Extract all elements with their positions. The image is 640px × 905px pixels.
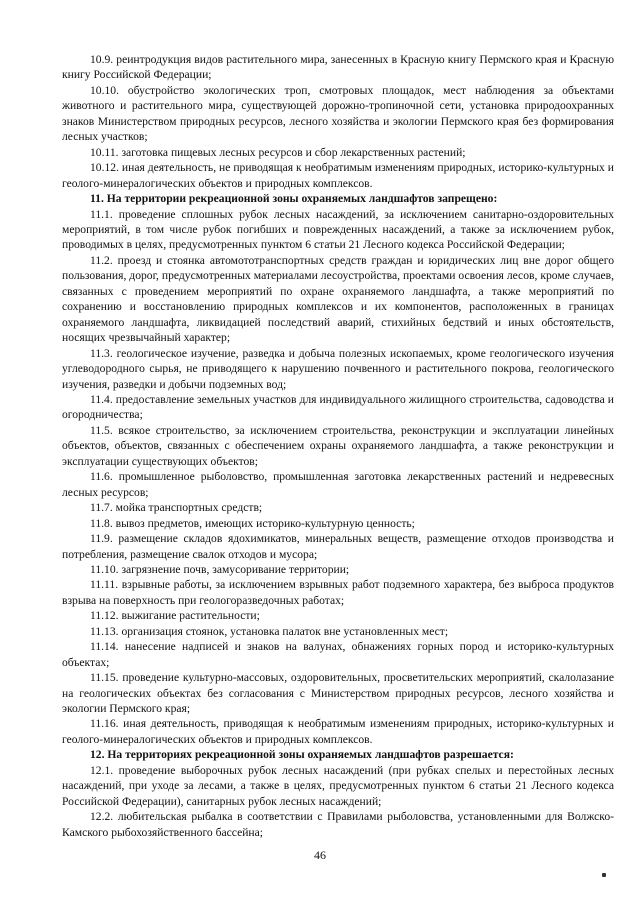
paragraph-10-10: 10.10. обустройство экологических троп, смотровых площадок, мест наблюдения за объектами животного и растительного мира, существующей дорожно-тропиночной сети, установка природоохранных знаков Министерством природных ресурсов, лесного хозяйства и экологии Пермского края без формирования лесных участков;	[62, 83, 614, 144]
paragraph-12-1: 12.1. проведение выборочных рубок лесных насаждений (при рубках спелых и перестойных лесных насаждений, при уходе за лесами, а также в целях, предусмотренных пунктом 6 статьи 21 Лесного кодекса Российской Федерации), санитарных рубок лесных насаждений;	[62, 763, 614, 808]
paragraph-11-10: 11.10. загрязнение почв, замусоривание территории;	[90, 562, 350, 576]
section-heading-11: 11. На территории рекреационной зоны охраняемых ландшафтов запрещено:	[90, 192, 498, 206]
paragraph-11-16: 11.16. иная деятельность, приводящая к необратимым изменениям природных, историко-культурных и геолого-минералогических объектов и природных комплексов.	[62, 717, 614, 746]
paragraph-11-4: 11.4. предоставление земельных участков для индивидуального жилищного строительства, садоводства и огородничества;	[62, 392, 614, 422]
section-heading-12: 12. На территориях рекреационной зоны охраняемых ландшафтов разрешается:	[90, 748, 514, 762]
paragraph-11-8: 11.8. вывоз предметов, имеющих историко-культурную ценность;	[90, 516, 415, 530]
paragraph-11-13: 11.13. организация стоянок, установка палаток вне установленных мест;	[90, 624, 449, 638]
page-number: 46	[314, 848, 326, 862]
paragraph-10-9: 10.9. реинтродукция видов растительного мира, занесенных в Красную книгу Пермского края и Красную книгу Российской Федерации;	[62, 53, 614, 82]
paragraph-12-2: 12.2. любительская рыбалка в соответствии с Правилами рыболовства, установленными для Волжско-Камского рыбохозяйственного бассейна;	[62, 810, 614, 839]
paragraph-11-11: 11.11. взрывные работы, за исключением взрывных работ подземного характера, без выброса продуктов взрыва на поверхность при геологоразведочных работах;	[62, 578, 614, 607]
paragraph-10-11: 10.11. заготовка пищевых лесных ресурсов и сбор лекарственных растений;	[90, 145, 466, 159]
paragraph-11-7: 11.7. мойка транспортных средств;	[90, 501, 263, 515]
paragraph-11-15: 11.15. проведение культурно-массовых, оздоровительных, просветительских мероприятий, скалолазание на геологических объектах без согласования с Министерством природных ресурсов, лесного хозяйства и экологии Пермского края;	[62, 671, 614, 716]
paragraph-11-3: 11.3. геологическое изучение, разведка и добыча полезных ископаемых, кроме геологического изучения углеводородного сырья, не приводящего к нарушению почвенного и растительного покрова, геологического изучения, разведки и добычи подземных вод;	[62, 346, 614, 391]
paragraph-11-9: 11.9. размещение складов ядохимикатов, минеральных веществ, размещение отходов производства и потребления, размещение свалок отходов и мусора;	[62, 532, 614, 561]
paragraph-11-2: 11.2. проезд и стоянка автомототранспортных средств граждан и юридических лиц вне дорог общего пользования, дорог, предусмотренных материалами лесоустройства, проектами освоения лесов, кроме случаев, связанных с проведением мероприятий по охране охраняемого ландшафта, а также мероприятий по сохранению и восстановлению природных комплексов и их компонентов, расположенных в границах охраняемого ландшафта, ликвидацией последствий аварий, стихийных бедствий и иных обстоятельств, носящих чрезвычайный характер;	[62, 253, 614, 345]
paragraph-11-6: 11.6. промышленное рыболовство, промышленная заготовка лекарственных растений и недревесных лесных ресурсов;	[62, 470, 614, 499]
paragraph-10-12: 10.12. иная деятельность, не приводящая к необратимым изменениям природных, историко-культурных и геолого-минералогических объектов и природных комплексов.	[62, 161, 614, 190]
paragraph-11-12: 11.12. выжигание растительности;	[90, 609, 260, 623]
paragraph-11-1: 11.1. проведение сплошных рубок лесных насаждений, за исключением санитарно-оздоровительных мероприятий, в том числе рубок погибших и поврежденных насаждений, а также за исключением рубок, проводимых в целях, предусмотренных пунктом 6 статьи 21 Лесного кодекса Российской Федерации;	[62, 207, 614, 252]
scan-dot-mark	[602, 873, 606, 877]
document-body	[62, 52, 614, 840]
paragraph-11-5: 11.5. всякое строительство, за исключением строительства, реконструкции и эксплуатации линейных объектов, объектов, связанных с обеспечением охраны охраняемого ландшафта, а также реконструкции и эксплуатации существующих объектов;	[62, 423, 614, 468]
paragraph-11-14: 11.14. нанесение надписей и знаков на валунах, обнажениях горных пород и историко-культурных объектах;	[62, 640, 614, 669]
